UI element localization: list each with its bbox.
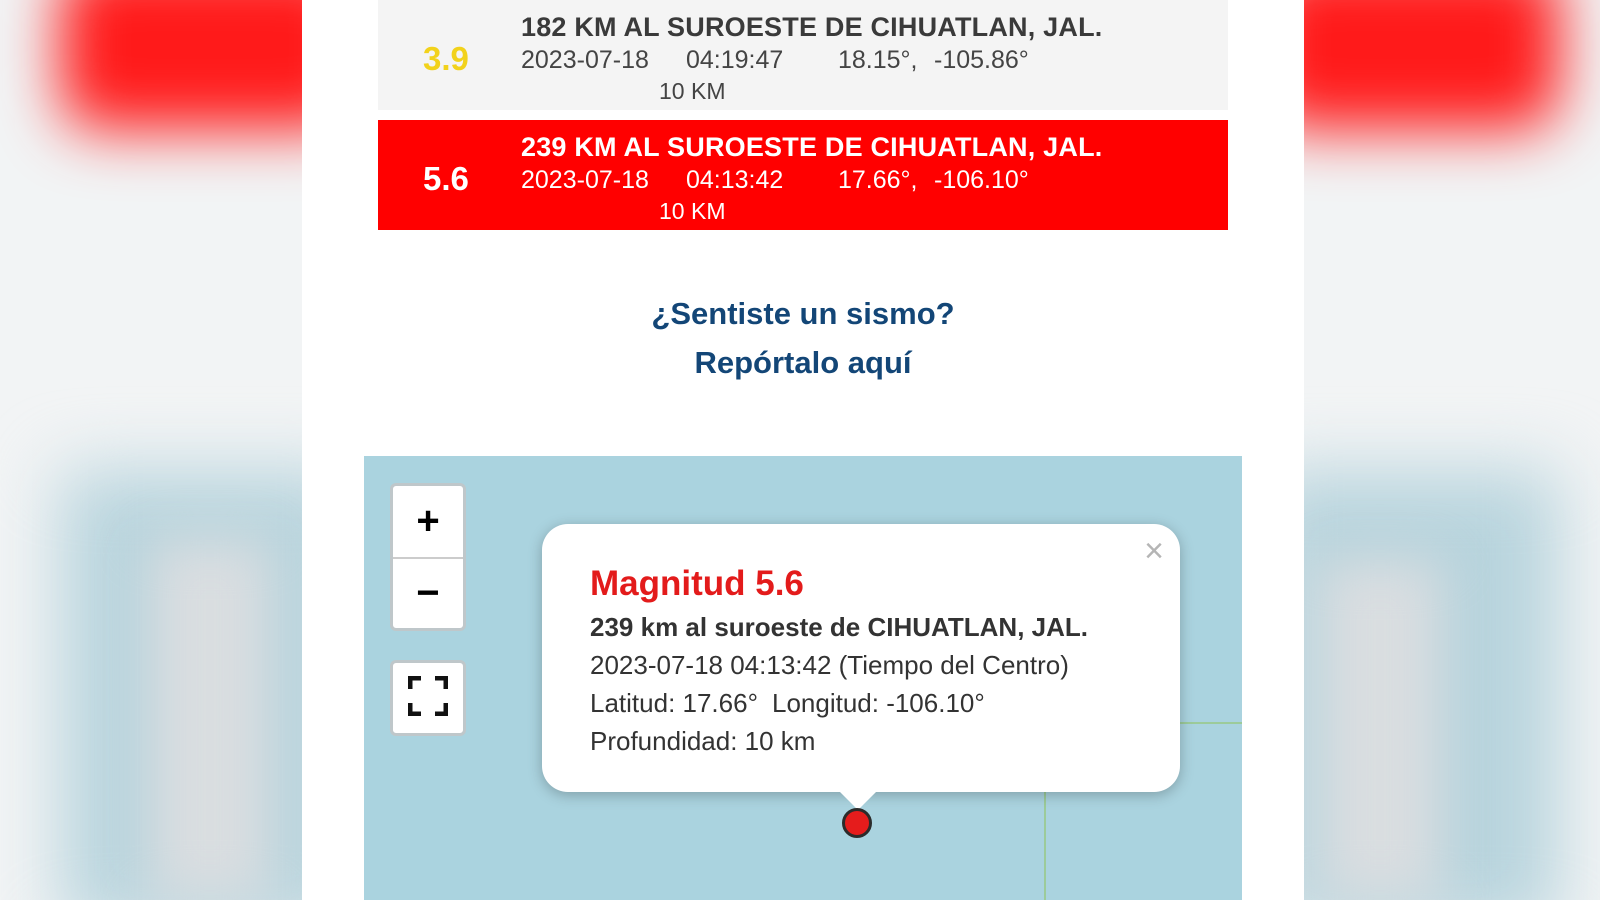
phone-screen: [302, 0, 1304, 900]
quake-magnitude: 5.6: [423, 160, 469, 197]
report-link[interactable]: Repórtalo aquí: [694, 345, 912, 380]
zoom-control: [390, 483, 466, 631]
close-icon[interactable]: ×: [1144, 532, 1164, 570]
background-gray-blur-right: [1320, 560, 1440, 900]
popup-depth: Profundidad: 10 km: [590, 726, 816, 756]
quake-date: 2023-07-18: [521, 166, 649, 194]
earthquake-popup: [542, 524, 1180, 792]
quake-magnitude: 3.9: [423, 40, 469, 77]
fullscreen-icon: [408, 676, 448, 721]
popup-magnitude-title: Magnitud 5.6: [590, 564, 804, 603]
quake-location: 182 KM AL SUROESTE DE CIHUATLAN, JAL.: [521, 12, 1103, 42]
quake-longitude: -106.10°: [934, 166, 1029, 194]
quake-time: 04:19:47: [686, 46, 784, 74]
quake-latitude: 18.15°,: [838, 46, 918, 74]
earthquake-map[interactable]: [364, 456, 1242, 900]
quake-depth: 10 KM: [659, 78, 726, 104]
popup-longitude: Longitud: -106.10°: [771, 688, 985, 718]
report-question[interactable]: ¿Sentiste un sismo?: [651, 296, 955, 331]
quake-date: 2023-07-18: [521, 46, 649, 74]
quake-depth: 10 KM: [659, 198, 726, 224]
map-boundary-line: [1044, 788, 1046, 900]
quake-longitude: -105.86°: [934, 46, 1029, 74]
background-gray-blur-left: [150, 540, 270, 900]
quake-location: 239 KM AL SUROESTE DE CIHUATLAN, JAL.: [521, 132, 1103, 162]
fullscreen-button[interactable]: [390, 660, 466, 736]
zoom-in-button[interactable]: +: [393, 486, 463, 559]
epicenter-marker[interactable]: [842, 808, 872, 838]
popup-datetime: 2023-07-18 04:13:42 (Tiempo del Centro): [590, 650, 1069, 680]
zoom-out-button[interactable]: −: [416, 571, 440, 615]
quake-latitude: 17.66°,: [838, 166, 918, 194]
background-red-blur-right: [1260, 0, 1560, 130]
popup-location: 239 km al suroeste de CIHUATLAN, JAL.: [590, 612, 1088, 642]
popup-pointer: [834, 786, 882, 810]
popup-coordinates: [590, 688, 985, 719]
quake-list-item-highlighted[interactable]: [378, 120, 1228, 230]
quake-list-item[interactable]: [378, 0, 1228, 110]
popup-latitude: Latitud: 17.66°: [590, 688, 758, 718]
quake-time: 04:13:42: [686, 166, 784, 194]
